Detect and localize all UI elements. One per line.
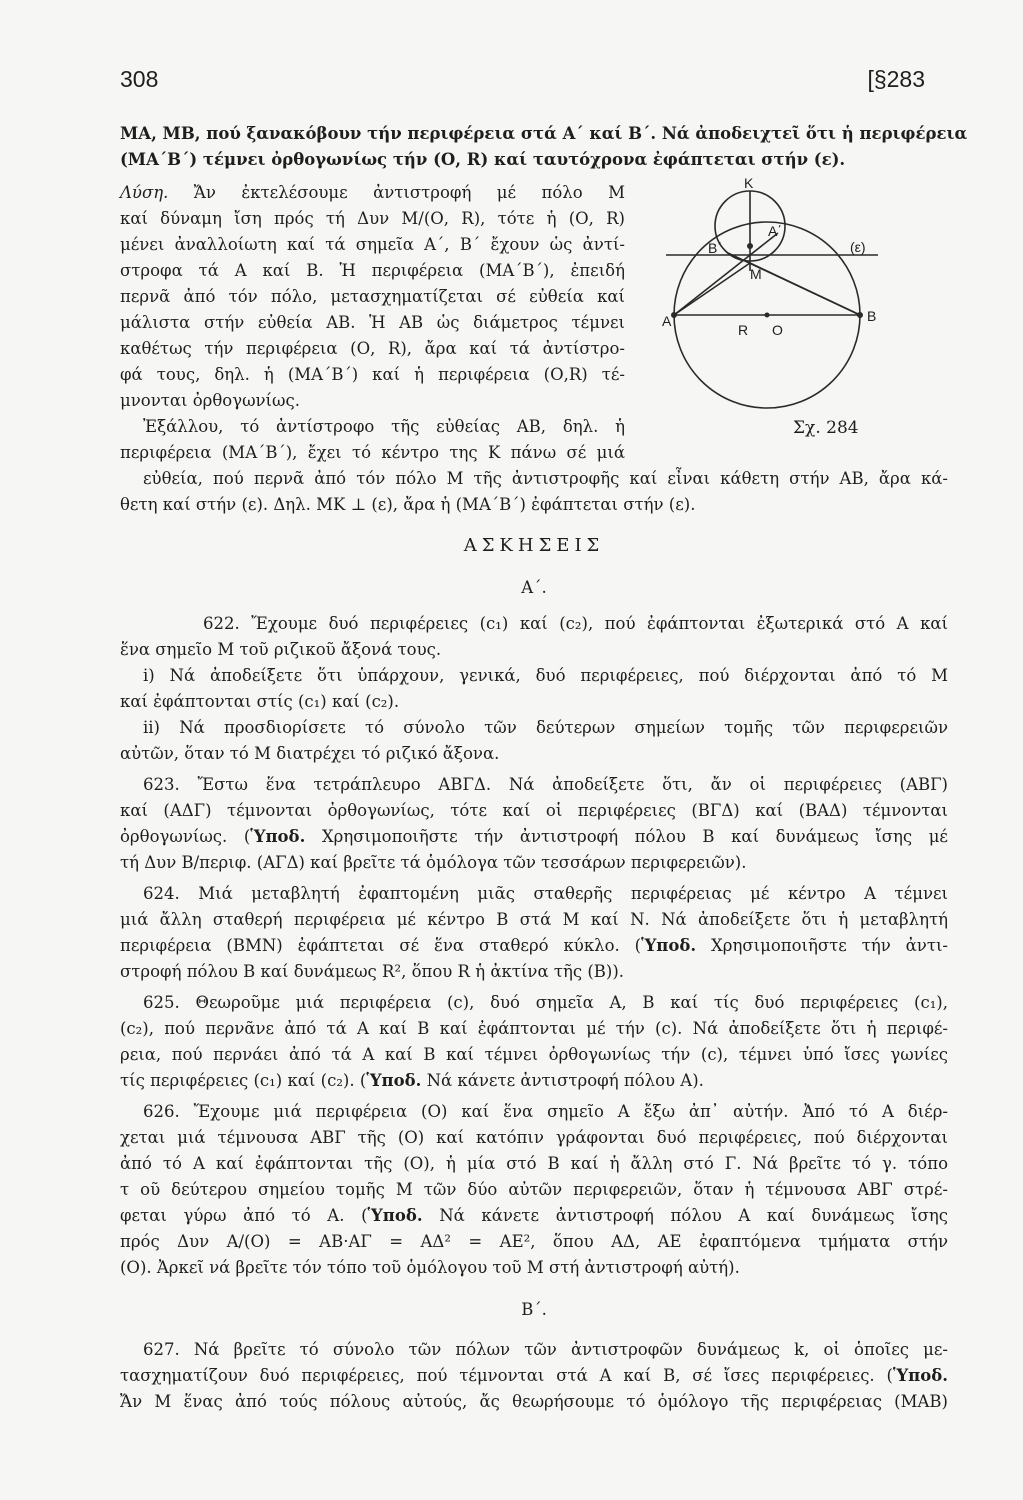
label-o: O — [772, 322, 783, 338]
section-reference: [§283 — [867, 66, 925, 92]
page-number: 308 — [120, 66, 159, 92]
solution-line: καθέτως τήν περιφέρεια (Ο, R), ἄρα καί τά ἀντίστρο- — [120, 339, 625, 358]
exercise-626-line: φεται γύρω ἀπό τό Α. (Ὑποδ. Νά κάνετε ἀντιστροφή πόλου Α καί δυνάμεως ἴσης — [120, 1206, 948, 1225]
intro-bold-line: (ΜΑ΄Β΄) τέμνει ὀρθογωνίως τήν (Ο, R) καί ταυτόχρονα ἐφάπτεται στήν (ε). — [120, 150, 846, 169]
exercise-627-line: τασχηματίζουν δυό περιφέρειες, πού τέμνονται στά Α καί Β, σέ ἴσες περιφέρειες. (Ὑποδ. — [120, 1366, 948, 1385]
exercise-626-line: 626. Ἔχουμε μιά περιφέρεια (Ο) καί ἕνα σημεῖο Α ἔξω ἀπ᾽ αὐτήν. Ἀπό τό Α διέρ- — [143, 1102, 948, 1121]
exercise-624-line: περιφέρεια (ΒΜΝ) ἐφάπτεται σέ ἕνα σταθερό κύκλο. (Ὑποδ. Χρησιμοποιῆστε τήν ἀντι- — [120, 936, 948, 955]
exercises-heading: ΑΣΚΗΣΕΙΣ — [463, 535, 605, 556]
label-m: M — [750, 266, 762, 282]
solution-line: περιφέρεια (ΜΑ΄Β΄), ἔχει τό κέντρο της Κ πάνω σέ μιά — [120, 443, 625, 462]
intro-bold-line: ΜΑ, ΜΒ, πού ξανακόβουν τήν περιφέρεια στά Α΄ καί Β΄. Νά ἀποδειχτεῖ ὅτι ἡ περιφέρεια — [120, 124, 968, 143]
exercise-622-line: καί ἐφάπτονται στίς (c₁) καί (c₂). — [120, 692, 400, 711]
exercise-626-line: τ οῦ δεύτερου σημείου τομῆς Μ τῶν δύο αὐτῶν περιφερειῶν, ὅταν ἡ τέμνουσα ΑΒΓ στρέ- — [120, 1180, 948, 1199]
exercise-622-line: αὐτῶν, ὅταν τό Μ διατρέχει τό ριζικό ἄξονα. — [120, 744, 500, 763]
solution-line: φά τους, δηλ. ἡ (ΜΑ΄Β΄) καί ἡ περιφέρεια (Ο,R) τέ- — [120, 365, 625, 384]
part-b-heading: Β΄. — [521, 1300, 547, 1319]
solution-line: στροφα τά Α καί Β. Ἡ περιφέρεια (ΜΑ΄Β΄), ἐπειδή — [120, 261, 625, 280]
label-epsilon: (ε) — [850, 239, 866, 255]
solution-label: Λύση. — [120, 183, 169, 202]
exercise-626-line: πρός Δυν Α/(Ο) = ΑΒ·ΑΓ = ΑΔ² = ΑΕ², ὅπου ΑΔ, ΑΕ ἐφαπτόμενα τμήματα στήν — [120, 1232, 948, 1251]
solution-line: καί δύναμη ἴση πρός τή Δυν Μ/(Ο, R), τότε ἡ (Ο, R) — [120, 209, 625, 228]
part-a-heading: Α΄. — [521, 578, 547, 597]
exercise-623-line: ὀρθογωνίως. (Ὑποδ. Χρησιμοποιῆστε τήν ἀντιστροφή πόλου Β καί δυνάμεως ἴσης μέ — [120, 827, 948, 846]
solution-line: μνονται ὀρθογωνίως. — [120, 391, 300, 410]
exercise-625-line: 625. Θεωροῦμε μιά περιφέρεια (c), δυό σημεῖα Α, Β καί τίς δυό περιφέρειες (c₁), — [143, 993, 948, 1012]
solution-line: Ἐξάλλου, τό ἀντίστροφο τῆς εὐθείας ΑΒ, δηλ. ἡ — [143, 417, 625, 436]
solution-line: περνᾶ ἀπό τόν πόλο, μετασχηματίζεται σέ εὐθεία καί — [120, 287, 625, 306]
exercise-626-line: (Ο). Ἀρκεῖ νά βρεῖτε τόν τόπο τοῦ ὁμόλογου τοῦ Μ στή ἀντιστροφή αὐτή). — [120, 1258, 740, 1277]
exercise-622-line: i) Νά ἀποδείξετε ὅτι ὑπάρχουν, γενικά, δυό περιφέρειες, πού διέρχονται ἀπό τό Μ — [143, 666, 948, 685]
exercise-623-line: καί (ΑΔΓ) τέμνονται ὀρθογωνίως, τότε καί οἱ περιφέρειες (ΒΓΔ) καί (ΒΑΔ) τέμνονται — [120, 801, 948, 820]
line-b-prime-b — [728, 253, 860, 315]
exercise-627-line: Ἄν Μ ἕνας ἀπό τούς πόλους αὐτούς, ἄς θεωρήσουμε τό ὁμόλογο τῆς περιφέρειας (ΜΑΒ) — [120, 1392, 948, 1411]
exercise-627-line: 627. Νά βρεῖτε τό σύνολο τῶν πόλων τῶν ἀντιστροφῶν δυνάμεως k, οἱ ὁποῖες με- — [143, 1340, 948, 1359]
exercise-625-line: (c₂), πού περνᾶνε ἀπό τά Α καί Β καί ἐφάπτονται μέ τήν (c). Νά ἀποδείξετε ὅτι ἡ περιφέ- — [120, 1019, 948, 1038]
exercise-622-line: ἕνα σημεῖο Μ τοῦ ριζικοῦ ἄξονά τους. — [120, 640, 442, 659]
figure-284 — [662, 133, 898, 413]
exercise-626-line: ἀπό τό Α καί ἐφάπτονται τῆς (Ο), ἡ μία στό Β καί ἡ ἄλλη στό Γ. Νά βρεῖτε τό γ. τόπο — [120, 1154, 948, 1173]
solution-line: θετη καί στήν (ε). Δηλ. ΜΚ ⊥ (ε), ἄρα ἡ (ΜΑ΄Β΄) ἐφάπτεται στήν (ε). — [120, 495, 696, 514]
label-a-prime: A΄ — [768, 223, 782, 239]
label-r: R — [738, 322, 749, 338]
exercise-626-line: χεται μιά τέμνουσα ΑΒΓ τῆς (Ο) καί κατόπιν γράφονται δυό περιφέρειες, πού διέρχονται — [120, 1128, 948, 1147]
line-a-a-prime — [674, 233, 778, 315]
exercise-625-line: τίς περιφέρειες (c₁) καί (c₂). (Ὑποδ. Νά κάνετε ἀντιστροφή πόλου Α). — [120, 1071, 704, 1090]
exercise-624-line: στροφή πόλου Β καί δυνάμεως R², ὅπου R ἡ ἀκτίνα τῆς (Β)). — [120, 962, 625, 981]
exercise-623-line: 623. Ἔστω ἕνα τετράπλευρο ΑΒΓΔ. Νά ἀποδείξετε ὅτι, ἄν οἱ περιφέρειες (ΑΒΓ) — [143, 775, 948, 794]
solution-line: εὐθεία, πού περνᾶ ἀπό τόν πόλο Μ τῆς ἀντιστροφῆς καί εἶναι κάθετη στήν ΑΒ, ἄρα κά- — [143, 469, 948, 488]
solution-line: Λύση. Ἄν ἐκτελέσουμε ἀντιστροφή μέ πόλο Μ — [120, 183, 625, 202]
label-b-prime: B΄ — [708, 240, 722, 256]
exercise-624-line: μιά ἄλλη σταθερή περιφέρεια μέ κέντρο Β στά Μ καί Ν. Νά ἀποδείξετε ὅτι ἡ μεταβλητή — [120, 910, 948, 929]
solution-line: μένει ἀναλλοίωτη καί τά σημεῖα Α΄, Β΄ ἔχουν ὡς ἀντί- — [120, 235, 625, 254]
label-k: K — [744, 175, 754, 191]
exercise-624-line: 624. Μιά μεταβλητή ἐφαπτομένη μιᾶς σταθερῆς περιφέρειας μέ κέντρο Α τέμνει — [143, 884, 948, 903]
figure-caption: Σχ. 284 — [793, 418, 859, 438]
solution-line: μάλιστα στήν εὐθεία ΑΒ. Ἡ ΑΒ ὡς διάμετρος τέμνει — [120, 313, 625, 332]
label-b: B — [867, 308, 877, 324]
label-a: A — [662, 313, 672, 329]
exercise-625-line: ρεια, πού περνάει ἀπό τά Α καί Β καί τέμνει ὀρθογωνίως τήν (c), τέμνει ὑπό ἴσες γωνίες — [120, 1045, 948, 1064]
exercise-622-line: 622. Ἔχουμε δυό περιφέρειες (c₁) καί (c₂), πού ἐφάπτονται ἐξωτερικά στό Α καί — [203, 614, 948, 633]
exercise-622-line: ii) Νά προσδιορίσετε τό σύνολο τῶν δεύτερων σημείων τομῆς τῶν περιφερειῶν — [143, 718, 948, 737]
exercise-623-line: τή Δυν Β/περιφ. (ΑΓΔ) καί βρεῖτε τά ὁμόλογα τῶν τεσσάρων περιφερειῶν). — [120, 853, 747, 872]
